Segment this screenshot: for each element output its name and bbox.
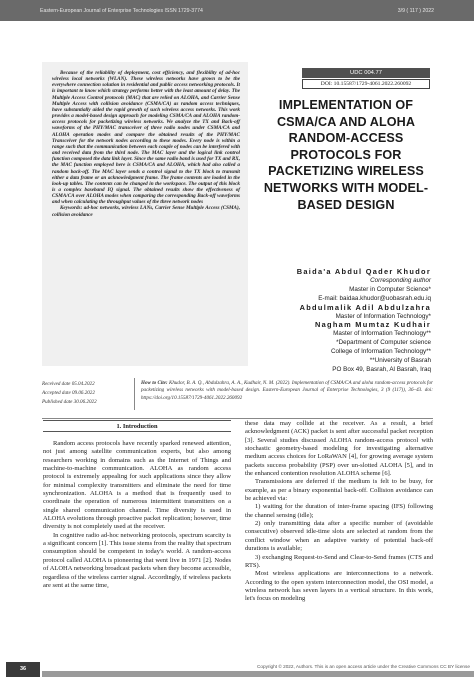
affiliation-college: College of Information Technology** — [331, 348, 431, 356]
journal-name: Eastern-European Journal of Enterprise Technologies ISSN 1729-3774 — [40, 8, 203, 14]
abstract — [52, 70, 240, 218]
body-paragraph: Transmissions are deferred if the medium is felt to be busy, for example, as per a binary exponential back-off. Collision avoidance can be achieved via: — [245, 478, 433, 503]
issue-number: 3/9 ( 117 ) 2022 — [397, 8, 434, 14]
body-paragraph: Random access protocols have recently sparked renewed attention, not just among satellite communication experts, but also among researchers working in domains such as the Internet of Things and machine-to-machine communication. ALOHA as random access protocol is extremely appealing for such applications since they allow for minimal complexity transmitters and eliminate the need for time synchronization. ALOHA is a method that is frequently used to coordinate the operation of numerous intermittent transmitters on a single shared communication channel. Time diversity is used in ALOHA evolutions through proactive packet replication; however, time diversity is not completely used at the receiver. — [43, 440, 231, 531]
section-heading-introduction: 1. Introduction — [43, 420, 231, 432]
dates-divider — [134, 378, 135, 410]
list-item: 3) exchanging Request-to-Send and Clear-to-Send frames (CTS and RTS). — [245, 553, 433, 569]
affiliation-university: **University of Basrah — [369, 357, 431, 365]
udc-label: UDC 004.77 — [302, 68, 430, 78]
copyright-notice: Copyright © 2022, Authors. This is an open access article under the Creative Commons CC BY license — [256, 664, 470, 669]
author-block — [231, 268, 431, 375]
accepted-date: Accepted date 09.06.2022 — [42, 389, 95, 396]
author-name-2: Abdulmalik Adil Abdulzahra — [299, 302, 431, 312]
doi-link[interactable]: DOI: 10.15587/1729-4061.2022.260092 — [302, 79, 430, 89]
published-date: Published date 30.06.2022 — [42, 398, 97, 405]
list-item: 2) only transmitting data after a specific number of (avoidable consecutive) observed idle-time slots are selected at random from the conflict window when an adaptive variety of potential back-off durations is available; — [245, 520, 433, 553]
citation — [141, 380, 433, 402]
journal-header-bar — [0, 0, 474, 21]
author-email[interactable]: E-mail: baidaa.khudor@uobasrah.edu.iq — [318, 294, 431, 302]
article-dates — [42, 380, 97, 406]
body-column-right — [245, 420, 433, 604]
body-column-left — [43, 440, 231, 590]
body-paragraph: Most wireless applications are interconnections to a network. According to the open system interconnection model, the OSI model, a wireless network has seven layers in a vertical structure. In this work, let's focus on modeling — [245, 570, 433, 603]
author-degree-3: Master of Information Technology** — [333, 330, 431, 338]
body-paragraph: these data may collide at the receiver. As a result, a brief acknowledgment (ACK) packet is sent after successful packet reception [3]. Several studies discussed ALOHA random-access protocol with stochastic geometry-based modeling for investigating alternative medium access choices for LoRaWAN [4], for growing average system packets success probability (PSP) over un-slotted ALOHA [5], and in the enhanced contention resolution ALOHA scheme [6]. — [245, 420, 433, 478]
affiliation-department: *Department of Computer science — [336, 339, 431, 347]
author-degree-2: Master of Information Technology* — [335, 312, 431, 320]
citation-label: How to Cite: — [141, 380, 168, 386]
author-name-1: Baida'a Abdul Qader Khudor — [296, 267, 431, 276]
abstract-paragraph: Because of the reliability of deployment, cost efficiency, and flexibility of ad-hoc wireless local networks (WLAN). These wireless networks have grown to be the everywhere connection solution in residential and public access networking protocols. It is important to know which strategy performs better with the least amount of delay. The Multiple Access Control protocols (MAC) that are relied on ALOHA, and Carrier Sense Multiple Access with collision avoidance (CSMA/CA) as random access techniques, have substantially aided the rapid growth of such wireless access networks. This work provides a model-based design approach for modeling CSMA/CA and ALOHA random-access protocols for packetizing wireless networks. We analyze the TX and Back-off waveforms of the PHY/MAC transceiver of three radio nodes under CSMA/CA and ALOHA operation modes and compare the obtained results of the PHY/MAC Transceiver for the network nodes according to these modes. Every node is within a range such that the communication between each couple of nodes can be interfered with and received data from the third node. The MAC layer and the logical link control function composed the data link layer. Since the same radio band is used for TX and RX, the MAC function employed here is CSMA/CA and ALOHA, which had also called a random back-off. The MAC layer sends a control signal to the TX block to transmit either a data frame or an acknowledgment frame. The frame contents are loaded in the look-up tables. The contents can be changed in the workspace. The output of this block is a complex baseband IQ signal. The obtained results show the effectiveness of CSMA/CA over ALOHA modes when comparing the corresponding Back-off waveforms and when calculating the throughput values of the three network nodes — [52, 70, 240, 206]
affiliation-address: PO Box 49, Basrah, Al Basrah, Iraq — [332, 365, 431, 373]
list-item: 1) waiting for the duration of inter-frame spacing (IFS) following the channel sensing (idle); — [245, 503, 433, 519]
paper-title: IMPLEMENTATION OF CSMA/CA AND ALOHA RANDOM-ACCESS PROTOCOLS FOR PACKETIZING WIRELESS NETWORKS WITH MODEL-BASED DESIGN — [263, 98, 429, 212]
corresponding-author-label: Corresponding author — [370, 276, 431, 284]
received-date: Received date 05.04.2022 — [42, 381, 95, 387]
abstract-keywords: Keywords: ad-hoc networks, wireless LANs, Carrier Sense Multiple Access (CSMA), collision avoidance — [52, 205, 240, 218]
author-degree-1: Master in Computer Science* — [349, 285, 431, 293]
body-paragraph: In cognitive radio ad-hoc networking protocols, spectrum scarcity is a significant concern [1]. This issue stems from the reality that spectrum consumption should be competent in today's world. A random-access protocol called ALOHA is pioneering that went live in 1971 [2]. Nodes of ALOHA networking broadcast packets when they become accessible, regardless of the wireless carrier signal. Accordingly, if wireless packets are sent at the same time, — [43, 531, 231, 589]
footer-bar — [42, 671, 474, 677]
citation-text: Khudor, B. A. Q., Abdulzahra, A. A., Kudhair, N. M. (2022). Implementation of CSMA/CA and aloha random-access protocols for packetizing wireless networks with model-based design. Eastern-European Journal of Enterprise Technologies, 3 (9 (117)), 36–43. doi: https://doi.org/10.15587/1729-4061.2022.260092 — [141, 380, 433, 401]
section-divider — [42, 418, 433, 419]
page-number: 36 — [6, 662, 40, 677]
author-name-3: Nagham Mumtaz Kudhair — [315, 320, 431, 330]
